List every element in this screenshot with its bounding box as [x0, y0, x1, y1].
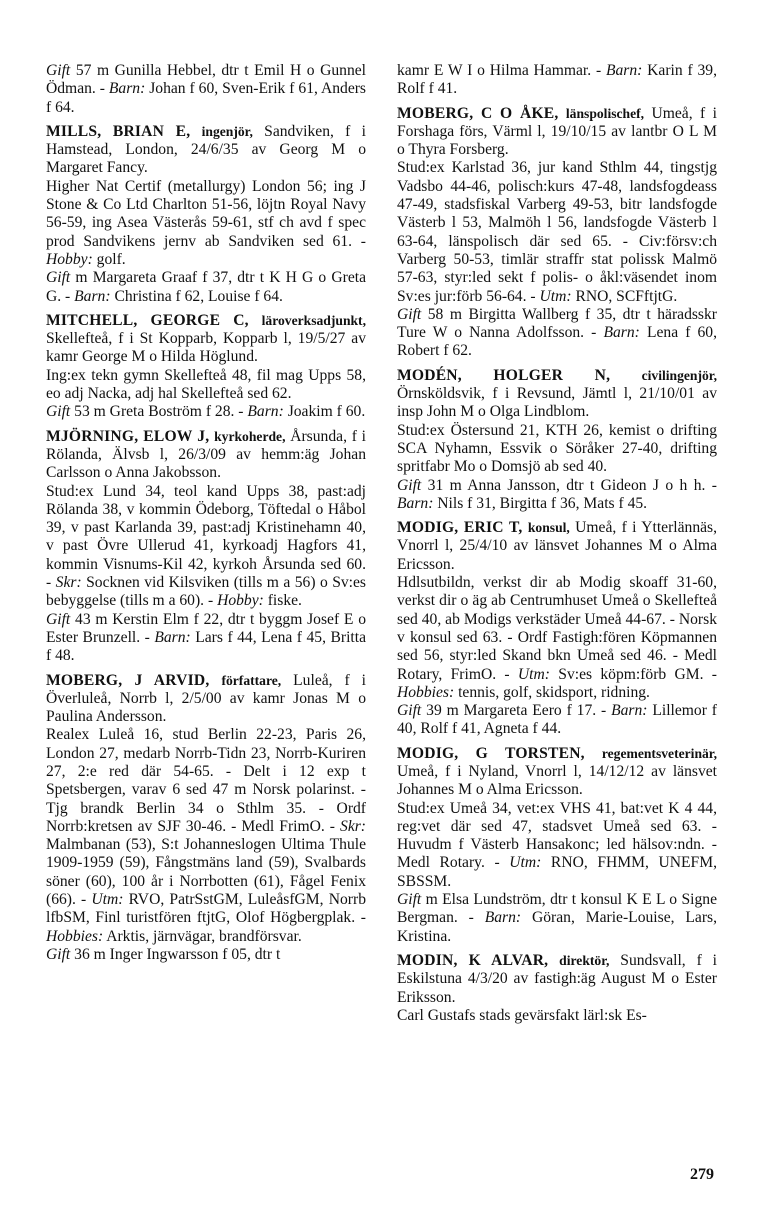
- entry-modig-eric: MODIG, ERIC T, konsul, Umeå, f i Ytterlännäs, Vnorrl l, 25/4/10 av länsvet Johannes M o Alma Ericsson. Hdlsutbildn, verkst dir ab Modig skoaff 31-60, verkst dir o äg ab Centrumhuset Umeå o Skellefteå sed 40, ab Modigs verkstäder Umeå 44-67. - Norsk v konsul sed 63. - Ordf Fastigh:fören Köpmannen sed 56, styr:led Skand bkn Umeå sed 46. - Medl Rotary, FrimO. - Utm: Sv:es köpm:förb GM. - Hobbies: tennis, golf, skidsport, ridning. Gift 39 m Margareta Eero f 17. - Barn: Lillemor f 40, Rolf f 41, Agneta f 44.: [397, 519, 718, 738]
- right-column: [397, 62, 717, 1025]
- entry-modin: MODIN, K ALVAR, direktör, Sundsvall, f i Eskilstuna 4/3/20 av fastigh:äg August M o Ester Eriksson. Carl Gustafs stads gevärsfakt lärl:sk Es-: [397, 951, 717, 1024]
- entry-mjorning: MJÖRNING, ELOW J, kyrkoherde, Årsunda, f i Rölanda, Älvsb l, 26/3/09 av hemm:äg Johan Carlsson o Anna Jakobsson. Stud:ex Lund 34, teol kand Upps 38, past:adj Rölanda 38, v kommin Ödeborg, Töftedal o Håbol 39, v past Karlanda 39, past:adj Kristinehamn 40, v past Övre Ullerud 41, kyrkoadj Hagfors 41, kommin Visnums-Kil 42, kyrkoh Årsunda sed 60. - Skr: Socknen vid Kilsviken (tills m a 56) o Sv:es bebyggelse (tills m a 60). - Hobby: fiske. Gift 43 m Kerstin Elm f 22, dtr t byggm Josef E o Ester Brunzell. - Barn: Lars f 44, Lena f 45, Britta f 48.: [46, 427, 367, 665]
- entry-hebbel-continuation: Gift 57 m Gunilla Hebbel, dtr t Emil H o Gunnel Ödman. - Barn: Johan f 60, Sven-Erik f 61, Anders f 64.: [46, 62, 367, 116]
- entry-name: MODIG, G TORSTEN,: [397, 744, 585, 762]
- entry-name: MODIN, K ALVAR,: [397, 951, 549, 969]
- entry-name: MITCHELL, GEORGE C,: [46, 311, 249, 329]
- entry-name: MJÖRNING, ELOW J,: [46, 427, 210, 445]
- entry-moberg-j-arvid: MOBERG, J ARVID, författare, Luleå, f i Överluleå, Norrb l, 2/5/00 av kamr Jonas M o Paulina Andersson. Realex Luleå 16, stud Berlin 22-23, Paris 26, London 27, medarb Norrb-Tidn 23, Norrb-Kuriren 27, 2:e red där 54-65. - Delt i 12 exp t Spetsbergen, varav 6 sed 47 m Norsk polarinst. - Tjg brandk Berlin 34 o Sthlm 35. - Ordf Norrb:kretsen av SJF 30-46. - Medl FrimO. - Skr: Malmbanan (53), S:t Johanneslogen Ultima Thule 1909-1959 (59), Fångstmäns land (59), Svalbards söner (60), 100 år i Norrbotten (61), Fågel Fenix (66). - Utm: RVO, PatrSstGM, LuleåsfGM, Norrb lfbSM, Finl turistfören ftjtG, Olof Högbergplak. - Hobbies: Arktis, järnvägar, brandförsvar. Gift 36 m Inger Ingwarsson f 05, dtr t: [46, 671, 366, 963]
- entry-moberg-c-ake: MOBERG, C O ÅKE, länspolischef, Umeå, f i Forshaga förs, Värml l, 19/10/15 av lantbr O L M o Thyra Forsberg. Stud:ex Karlstad 36, jur kand Sthlm 44, tingstjg Vadsbo 44-46, polisch:kurs 47-48, landsfogdeass 47-49, stadsfiskal Varberg 49-53, bitr landsfogde Västerb l 53, Malmöh l 56, landsfogde Västerb l 63-64, länspolisch där sed 65. - Civ:försv:ch Varberg 50-53, timlär straffr stat polissk Malmö 57-63, styr:led sekt f polis- o åkl:väsendet inom Sv:es jur:förb 56-64. - Utm: RNO, SCFftjtG. Gift 58 m Birgitta Wallberg f 35, dtr t häradsskr Ture W o Nanna Adolfsson. - Barn: Lena f 60, Robert f 62.: [397, 104, 717, 360]
- entry-moberg-j-continuation: kamr E W I o Hilma Hammar. - Barn: Karin f 39, Rolf f 41.: [397, 62, 717, 98]
- entry-mills: MILLS, BRIAN E, ingenjör, Sandviken, f i Hamstead, London, 24/6/35 av Georg M o Margaret Fancy. Higher Nat Certif (metallurgy) London 56; ing J Stone & Co Ltd Charlton 51-56, löjtn Royal Navy 56-59, ing Asea Västerås 59-61, stf ch avd f spec prod Sandvikens jernv ab Sandviken sed 61. - Hobby: golf. Gift m Margareta Graaf f 37, dtr t K H G o Greta G. - Barn: Christina f 62, Louise f 64.: [46, 122, 366, 305]
- entry-modig-torsten: MODIG, G TORSTEN, regementsveterinär, Umeå, f i Nyland, Vnorrl l, 14/12/12 av länsvet Johannes M o Alma Ericsson. Stud:ex Umeå 34, vet:ex VHS 41, bat:vet K 4 44, reg:vet där sed 47, stadsvet Umeå sed 63. - Huvudm f Västerb Hansakonc; led hälsov:ndn. - Medl Rotary. - Utm: RNO, FHMM, UNEFM, SBSSM. Gift m Elsa Lundström, dtr t konsul K E L o Signe Bergman. - Barn: Göran, Marie-Louise, Lars, Kristina.: [397, 744, 717, 945]
- entry-name: MOBERG, C O ÅKE,: [397, 104, 559, 122]
- page-number: 279: [690, 1166, 714, 1183]
- entry-name: MILLS, BRIAN E,: [46, 122, 191, 140]
- left-column: [46, 62, 366, 964]
- entry-name: MODIG, ERIC T,: [397, 519, 523, 537]
- entry-name: MODÉN, HOLGER N,: [397, 366, 611, 384]
- entry-mitchell: MITCHELL, GEORGE C, läroverksadjunkt, Skellefteå, f i St Kopparb, Kopparb l, 19/5/27 av kamr George M o Hilda Höglund. Ing:ex tekn gymn Skellefteå 48, fil mag Upps 58, eo adj Nacka, adj hal Skellefteå sed 62. Gift 53 m Greta Boström f 28. - Barn: Joakim f 60.: [46, 311, 366, 421]
- entry-moden: MODÉN, HOLGER N, civilingenjör, Örnsköldsvik, f i Revsund, Jämtl l, 21/10/01 av insp John M o Olga Lindblom. Stud:ex Östersund 21, KTH 26, kemist o drifting SCA Nyhamn, Essvik o Söråker 27-40, drifting spritfabr Mo o Domsjö ab sed 40. Gift 31 m Anna Jansson, dtr t Gideon J o h h. - Barn: Nils f 31, Birgitta f 36, Mats f 45.: [397, 366, 717, 512]
- entry-name: MOBERG, J ARVID,: [46, 671, 210, 689]
